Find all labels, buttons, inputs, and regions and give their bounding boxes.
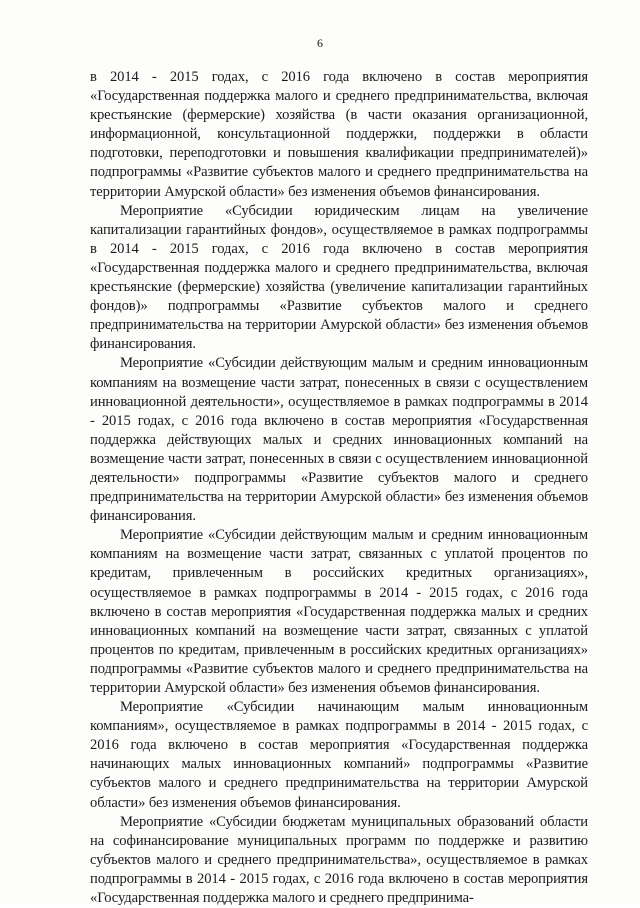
- paragraph-municipal-cofinancing: Мероприятие «Субсидии бюджетам муниципальных образований области на софинансирование муниципальных программ по поддержке и развитию субъектов малого и среднего предпринимательства», осуществляемое в рамках подпрограммы в 2014 - 2015 годах, с 2016 года включено в состав мероприятия «Государственная поддержка малого и среднего предпринима-: [90, 813, 588, 907]
- paragraph-innovation-credit-interest: Мероприятие «Субсидии действующим малым и средним инновационным компаниям на возмещение части затрат, связанных с уплатой процентов по кредитам, привлеченным в российских кредитных организациях», осуществляемое в рамках подпрограммы в 2014 - 2015 годах, с 2016 года включено в состав мероприятия «Государственная поддержка малых и средних инновационных компаний на возмещение части затрат, связанных с уплатой процентов по кредитам, привлеченным в российских кредитных организациях» подпрограммы «Развитие субъектов малого и среднего предпринимательства на территории Амурской области» без изменения объемов финансирования.: [90, 527, 588, 696]
- paragraph-guarantee-funds: Мероприятие «Субсидии юридическим лицам на увеличение капитализации гарантийных фондов», осуществляемое в рамках подпрограммы в 2014 - 2015 годах, с 2016 года включено в состав мероприятия «Государственная поддержка малого и среднего предпринимательства, включая крестьянские (фермерские) хозяйства (увеличение капитализации гарантийных фондов)» подпрограммы «Развитие субъектов малого и среднего предпринимательства на территории Амурской области» без изменения объемов финансирования.: [90, 202, 588, 353]
- paragraph-innovation-costs: Мероприятие «Субсидии действующим малым и средним инновационным компаниям на возмещение части затрат, понесенных в связи с осуществлением инновационной деятельности», осуществляемое в рамках подпрограммы в 2014 - 2015 годах, с 2016 года включено в состав мероприятия «Государственная поддержка действующих малых и средних инновационных компаний на возмещение части затрат, понесенных в связи с осуществлением инновационной деятельности» подпрограммы «Развитие субъектов малого и среднего предпринимательства на территории Амурской области» без изменения объемов финансирования.: [90, 355, 588, 525]
- paragraph-startup-innovation: Мероприятие «Субсидии начинающим малым инновационным компаниям», осуществляемое в рамках подпрограммы в 2014 - 2015 годах, с 2016 года включено в состав мероприятия «Государственная поддержка начинающих малых инновационных компаний» подпрограммы «Развитие субъектов малого и среднего предпринимательства на территории Амурской области» без изменения объемов финансирования.: [90, 699, 588, 811]
- paragraph-continuation: в 2014 - 2015 годах, с 2016 года включено в состав мероприятия «Государственная поддержка малого и среднего предпринимательства, включая крестьянские (фермерские) хозяйства (в части оказания организационной, информационной, консультационной поддержки, поддержки в области подготовки, переподготовки и повышения квалификации предпринимателей)» подпрограммы «Развитие субъектов малого и среднего предпринимательства на территории Амурской области» без изменения объемов финансирования.: [90, 69, 588, 200]
- page-number: 6: [317, 36, 323, 50]
- document-body: [90, 68, 588, 908]
